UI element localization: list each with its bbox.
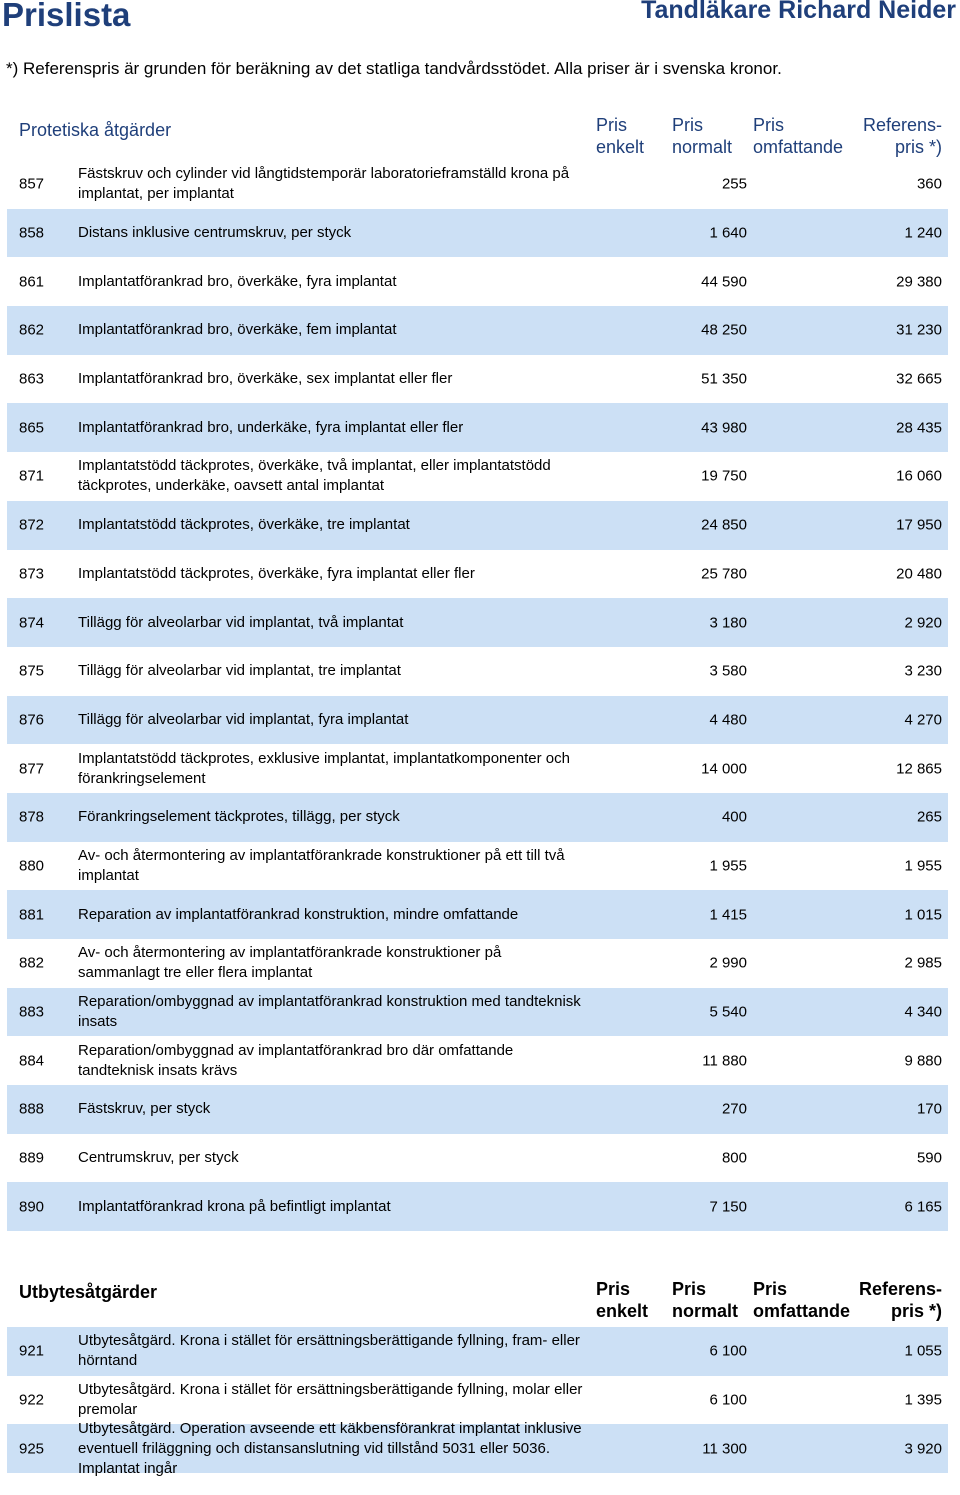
treatment-description: Reparation/ombyggnad av implantatförankrad konstruktion med tandteknisk insats	[78, 993, 581, 1031]
column-header-pris-enkelt: Pris enkelt	[596, 1279, 649, 1321]
reference-price: 28 435	[896, 419, 942, 437]
table-row	[7, 793, 948, 842]
table-row	[7, 988, 948, 1037]
column-header-pris-normalt: Pris normalt	[672, 1279, 739, 1321]
price-normalt: 400	[721, 808, 747, 826]
reference-price: 12 865	[896, 760, 942, 778]
reference-price: 590	[916, 1149, 942, 1167]
table-row	[7, 1036, 948, 1085]
treatment-description: Reparation/ombyggnad av implantatförankrad bro där omfattande tandteknisk insats krävs	[78, 1041, 514, 1079]
reference-price: 16 060	[896, 467, 942, 485]
reference-price: 31 230	[896, 321, 942, 339]
column-header-pris-omfattande: Pris omfattande	[753, 1279, 851, 1321]
column-header-pris-normalt: Pris normalt	[672, 115, 733, 157]
reference-price: 2 920	[904, 614, 942, 632]
price-normalt: 25 780	[701, 565, 747, 583]
reference-price: 3 230	[904, 662, 942, 680]
table-row	[7, 744, 948, 793]
reference-note: *) Referenspris är grunden för beräkning av det statliga tandvårdsstödet. Alla priser är i svenska kronor.	[6, 59, 782, 78]
reference-price: 1 240	[904, 224, 942, 242]
treatment-description: Av- och återmontering av implantatförankrade konstruktioner på sammanlagt tre eller flera implantat	[78, 944, 502, 982]
treatment-description: Implantatförankrad bro, överkäke, sex implantat eller fler	[78, 370, 453, 388]
doctor-name: Tandläkare Richard Neider	[641, 0, 956, 24]
price-normalt: 11 880	[702, 1052, 747, 1070]
reference-price: 1 015	[904, 906, 942, 924]
section-header	[7, 1276, 948, 1327]
treatment-description: Utbytesåtgärd. Operation avseende ett käkbensförankrat implantat inklusive eventuell friläggning och distansanslutning vid tillstånd 5031 eller 5036. Implantat ingår	[78, 1419, 582, 1477]
treatment-code: 881	[19, 906, 45, 924]
treatment-description: Implantatstödd täckprotes, exklusive implantat, implantatkomponenter och förankringselement	[78, 749, 570, 787]
treatment-code: 875	[19, 662, 45, 680]
price-normalt: 3 580	[709, 662, 747, 680]
treatment-description: Reparation av implantatförankrad konstruktion, mindre omfattande	[78, 905, 519, 923]
reference-price: 4 270	[904, 711, 942, 729]
treatment-description: Tillägg för alveolarbar vid implantat, fyra implantat	[78, 710, 409, 728]
reference-price: 1 955	[904, 857, 942, 875]
reference-price: 32 665	[896, 370, 942, 388]
price-table	[7, 160, 948, 1231]
treatment-code: 884	[19, 1052, 45, 1070]
price-normalt: 270	[721, 1100, 747, 1118]
treatment-description: Centrumskruv, per styck	[78, 1149, 239, 1167]
treatment-code: 871	[19, 467, 45, 485]
treatment-code: 874	[19, 614, 45, 632]
reference-price: 265	[916, 808, 942, 826]
treatment-description: Tillägg för alveolarbar vid implantat, tre implantat	[78, 662, 401, 680]
table-row	[7, 647, 948, 696]
column-header-referenspris: Referens- pris *)	[858, 1279, 942, 1321]
page-title: Prislista	[2, 0, 131, 33]
reference-price: 3 920	[904, 1440, 942, 1458]
treatment-code: 877	[19, 760, 45, 778]
treatment-code: 880	[19, 857, 45, 875]
section-utbytes	[7, 1276, 948, 1477]
price-normalt: 1 955	[709, 857, 747, 875]
price-normalt: 14 000	[701, 760, 747, 778]
treatment-description: Fästskruv, per styck	[78, 1100, 211, 1118]
column-header-referenspris: Referens- pris *)	[862, 115, 942, 157]
table-row	[7, 355, 948, 404]
treatment-description: Distans inklusive centrumskruv, per styck	[78, 224, 352, 242]
treatment-code: 857	[19, 175, 45, 193]
reference-price: 1 055	[904, 1342, 942, 1360]
table-row	[7, 842, 948, 891]
treatment-code: 873	[19, 565, 45, 583]
price-normalt: 1 640	[709, 224, 747, 242]
price-normalt: 4 480	[709, 711, 747, 729]
table-row	[7, 209, 948, 258]
treatment-description: Implantatförankrad bro, överkäke, fyra implantat	[78, 272, 397, 290]
treatment-description: Utbytesåtgärd. Krona i stället för ersättningsberättigande fyllning, molar eller premolar	[78, 1381, 583, 1419]
table-row	[7, 403, 948, 452]
table-row	[7, 1327, 948, 1376]
table-row	[7, 696, 948, 745]
treatment-description: Implantatförankrad krona på befintligt implantat	[78, 1197, 391, 1215]
treatment-description: Tillägg för alveolarbar vid implantat, två implantat	[78, 613, 404, 631]
price-table	[7, 1327, 948, 1477]
treatment-code: 861	[19, 273, 45, 291]
treatment-code: 872	[19, 516, 45, 534]
price-normalt: 6 100	[709, 1342, 747, 1360]
treatment-code: 883	[19, 1003, 45, 1021]
section-header	[7, 114, 948, 160]
table-row	[7, 1419, 948, 1477]
treatment-description: Förankringselement täckprotes, tillägg, per styck	[78, 808, 400, 826]
table-row	[7, 550, 948, 599]
price-normalt: 19 750	[701, 467, 747, 485]
price-normalt: 800	[721, 1149, 747, 1167]
table-row	[7, 1376, 948, 1425]
treatment-description: Implantatstödd täckprotes, överkäke, fyra implantat eller fler	[78, 564, 475, 582]
treatment-description: Av- och återmontering av implantatförankrade konstruktioner på ett till två implantat	[78, 846, 565, 884]
treatment-description: Fästskruv och cylinder vid långtidstemporär laboratorieframställd krona på implantat, per implantat	[78, 165, 570, 203]
table-row	[7, 939, 948, 988]
table-row	[7, 1182, 948, 1231]
treatment-code: 890	[19, 1198, 45, 1216]
treatment-code: 882	[19, 954, 45, 972]
reference-price: 17 950	[896, 516, 942, 534]
treatment-description: Implantatförankrad bro, underkäke, fyra implantat eller fler	[78, 418, 464, 436]
price-normalt: 43 980	[701, 419, 747, 437]
treatment-description: Utbytesåtgärd. Krona i stället för ersättningsberättigande fyllning, fram- eller hörntand	[78, 1332, 580, 1370]
reference-price: 29 380	[896, 273, 942, 291]
treatment-code: 889	[19, 1149, 45, 1167]
table-row	[7, 452, 948, 501]
treatment-code: 921	[19, 1342, 45, 1360]
treatment-code: 858	[19, 224, 45, 242]
treatment-code: 925	[19, 1440, 45, 1458]
section-protetiska	[7, 114, 948, 1231]
table-row	[7, 598, 948, 647]
treatment-description: Implantatförankrad bro, överkäke, fem implantat	[78, 321, 397, 339]
reference-price: 20 480	[896, 565, 942, 583]
treatment-code: 876	[19, 711, 45, 729]
treatment-description: Implantatstödd täckprotes, överkäke, tre implantat	[78, 516, 410, 534]
table-row	[7, 501, 948, 550]
treatment-description: Implantatstödd täckprotes, överkäke, två implantat, eller implantatstödd täckprotes, underkäke, oavsett antal implantat	[78, 457, 551, 495]
reference-price: 170	[916, 1100, 942, 1118]
price-normalt: 5 540	[709, 1003, 747, 1021]
reference-price: 2 985	[904, 954, 942, 972]
price-normalt: 7 150	[709, 1198, 747, 1216]
price-normalt: 6 100	[709, 1391, 747, 1409]
table-row	[7, 257, 948, 306]
treatment-code: 922	[19, 1391, 45, 1409]
treatment-code: 863	[19, 370, 45, 388]
treatment-code: 878	[19, 808, 45, 826]
table-row	[7, 890, 948, 939]
price-normalt: 1 415	[709, 906, 747, 924]
price-normalt: 255	[721, 175, 747, 193]
table-row	[7, 306, 948, 355]
reference-price: 6 165	[904, 1198, 942, 1216]
section-title: Utbytesåtgärder	[19, 1282, 158, 1302]
column-header-pris-omfattande: Pris omfattande	[753, 115, 844, 157]
table-row	[7, 160, 948, 209]
reference-price: 1 395	[904, 1391, 942, 1409]
price-normalt: 11 300	[702, 1440, 747, 1458]
price-normalt: 51 350	[701, 370, 747, 388]
reference-price: 360	[916, 175, 942, 193]
reference-price: 4 340	[904, 1003, 942, 1021]
table-row	[7, 1134, 948, 1183]
price-normalt: 3 180	[709, 614, 747, 632]
reference-price: 9 880	[904, 1052, 942, 1070]
table-row	[7, 1085, 948, 1134]
price-normalt: 44 590	[701, 273, 747, 291]
column-header-pris-enkelt: Pris enkelt	[596, 115, 645, 157]
treatment-code: 888	[19, 1100, 45, 1118]
price-normalt: 48 250	[701, 321, 747, 339]
treatment-code: 865	[19, 419, 45, 437]
section-title: Protetiska åtgärder	[19, 120, 172, 140]
price-normalt: 2 990	[709, 954, 747, 972]
price-normalt: 24 850	[701, 516, 747, 534]
treatment-code: 862	[19, 321, 45, 339]
